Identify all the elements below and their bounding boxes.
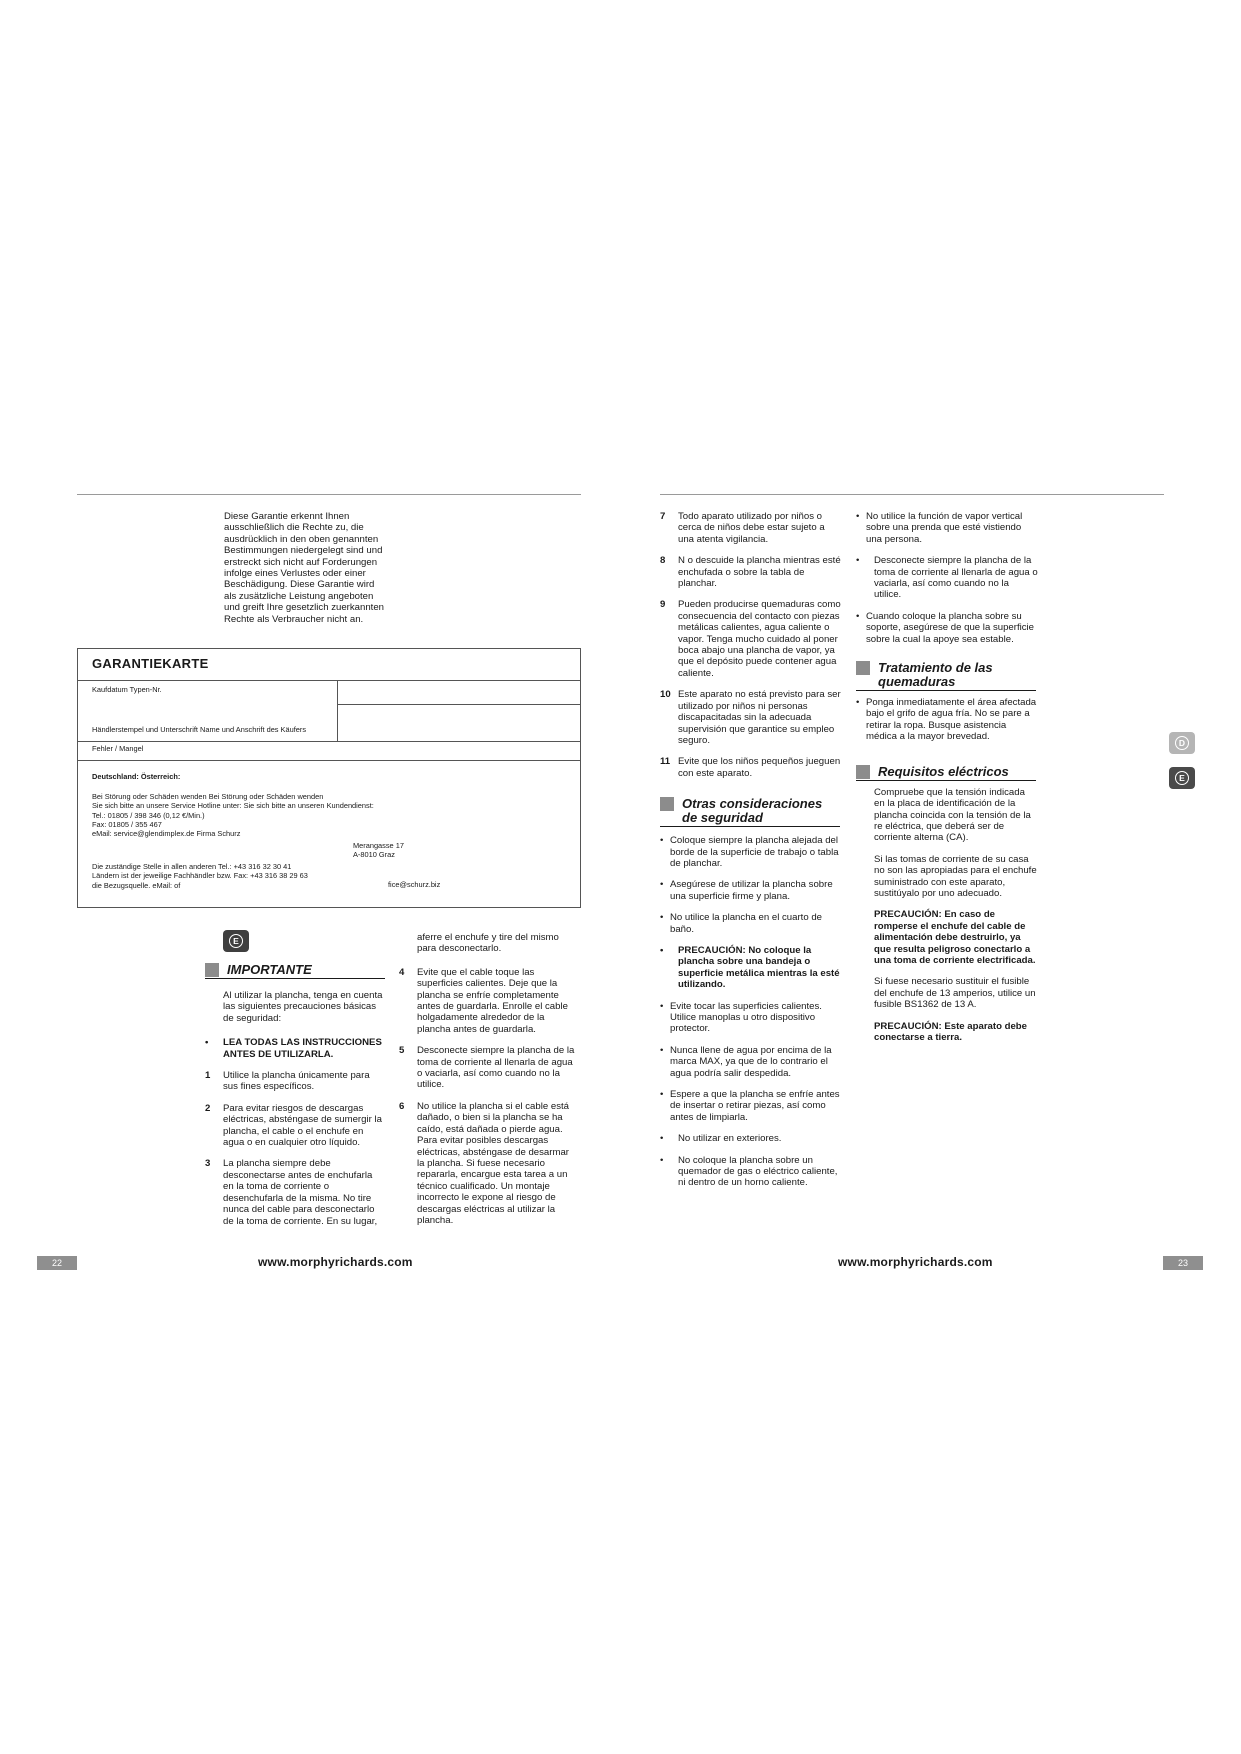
list-item: • Desconecte siempre la plancha de la toma de corriente al llenarla de agua o vaciarla, así como cuando no la utilice. — [856, 555, 1038, 601]
left-col2 — [399, 932, 579, 1236]
language-badge-e-right: E — [1169, 767, 1195, 789]
email-tail: fice@schurz.biz — [388, 880, 441, 889]
list-item: 4 Evite que el cable toque las superficies calientes. Deje que la plancha se enfríe completamente antes de guardarla. Enrolle el cable holgadamente alrededor de la plancha antes de guardarla. — [399, 966, 568, 1035]
list-item: 10 Este aparato no está previsto para ser utilizado por niños ni personas discapacitadas sin la adecuada supervisión que garantice su empleo seguro. — [660, 689, 841, 746]
list-item: 1 Utilice la plancha únicamente para sus fines específicos. — [205, 1070, 370, 1093]
burns-heading: Tratamiento de las quemaduras — [856, 661, 1036, 691]
guarantee-card — [77, 648, 581, 908]
list-item: 3 La plancha siempre debe desconectarse antes de enchufarla en la toma de corriente o desenchufarla de la misma. No tire nunca del cable para desconectarlo de la toma de corriente. En su lugar, — [205, 1158, 378, 1227]
list-item: 9 Pueden producirse quemaduras como consecuencia del contacto con piezas metálicas calientes, agua caliente o vapor. Tenga mucho cuidado al poner boca abajo una plancha de vapor, ya que el depósito puede contener agua caliente. — [660, 599, 841, 679]
list-item: • Nunca llene de agua por encima de la marca MAX, ya que de lo contrario el agua podría salir despedida. — [660, 1044, 832, 1079]
card-title: GARANTIEKARTE — [92, 656, 209, 671]
heading-square-icon — [856, 765, 870, 779]
left-top-rule — [77, 494, 581, 495]
language-badge-e-left: E — [223, 930, 249, 952]
item3-continuation: aferre el enchufe y tire del mismo para desconectarlo. — [417, 932, 559, 955]
contact-block: Bei Störung oder Schäden wenden Bei Störung oder Schäden wenden Sie sich bitte an unsere Service Hotline unter: Sie sich bitte an unseren Kundendienst: Tel.: 01805 / 398 346 (0,12 €/Min.) Fax: 01805 / 355 467 eMail: service@glendimplex.de Firma Schurz — [92, 792, 374, 839]
list-item: 6 No utilice la plancha si el cable está dañado, o bien si la plancha se ha caído, está dañada o pierde agua. Para evitar posibles descargas eléctricas, absténgase de desarmar la plancha. Si fuese necesario repararla, encargue esta tarea a un técnico cualificado. Un montaje incorrecto le expone al riesgo de descargas eléctricas al utilizar la plancha. — [399, 1100, 569, 1226]
elec-paragraph: Si las tomas de corriente de su casa no son las apropiadas para el enchufe suministrado con este aparato, sustitúyalo por uno adecuado. — [874, 853, 1037, 899]
list-item: 7 Todo aparato utilizado por niños o cerca de niños debe estar sujeto a una atenta vigilancia. — [660, 511, 825, 545]
list-item: • Ponga inmediatamente el área afectada bajo el grifo de agua fría. No se pare a retirar la ropa. Busque asistencia médica a la mayor brevedad. — [856, 697, 1037, 743]
website-right[interactable]: www.morphyrichards.com — [838, 1255, 993, 1269]
list-item: • No utilice la función de vapor vertical sobre una prenda que esté vistiendo una persona. — [856, 511, 1023, 545]
right-col1 — [660, 511, 842, 1199]
list-item: 2 Para evitar riesgos de descargas eléctricas, absténgase de sumergir la plancha, el cable o el enchufe en agua o en cualquier otro líquido. — [205, 1102, 382, 1149]
list-item: • Cuando coloque la plancha sobre su soporte, asegúrese de que la superficie sobre la cual la apoye sea estable. — [856, 610, 1034, 645]
list-item: • No utilice la plancha en el cuarto de baño. — [660, 912, 822, 935]
heading-square-icon — [856, 661, 870, 675]
list-item: • No coloque la plancha sobre un quemador de gas o eléctrico caliente, ni dentro de un horno caliente. — [660, 1154, 838, 1189]
elec-paragraph: Compruebe que la tensión indicada en la placa de identificación de la plancha coincida con la tensión de la re eléctrica, que deberá ser de corriente alterna (CA). — [874, 786, 1031, 844]
list-item: 5 Desconecte siempre la plancha de la toma de corriente al llenarla de agua o vaciarla, así como cuando no la utilice. — [399, 1045, 575, 1091]
heading-square-icon — [660, 797, 674, 811]
elec-caution: PRECAUCIÓN: Este aparato debe conectarse a tierra. — [874, 1020, 1027, 1043]
right-top-rule — [660, 494, 1164, 495]
contact-block-2: Die zuständige Stelle in allen anderen Tel.: +43 316 32 30 41 Ländern ist der jeweilige Fachhändler bzw. Fax: +43 316 38 29 63 die Bezugsquelle. eMail: of — [92, 862, 308, 890]
list-item: 11 Evite que los niños pequeños jueguen con este aparato. — [660, 756, 841, 779]
list-item: • Evite tocar las superficies calientes. Utilice manoplas u otro dispositivo protector. — [660, 1000, 822, 1035]
caution-tray: • PRECAUCIÓN: No coloque la plancha sobre una bandeja o superficie metálica mientras la esté utilizando. — [660, 944, 840, 991]
list-item: • No utilizar en exteriores. — [660, 1133, 782, 1145]
electrical-heading: Requisitos eléctricos — [856, 765, 1036, 781]
important-intro: Al utilizar la plancha, tenga en cuenta las siguientes precauciones básicas de seguridad: — [223, 990, 383, 1024]
website-left[interactable]: www.morphyrichards.com — [258, 1255, 413, 1269]
field-defect[interactable]: Fehler / Mangel — [92, 744, 144, 753]
list-item: • Coloque siempre la plancha alejada del borde de la superficie de trabajo o tabla de planchar. — [660, 835, 839, 869]
address-block: Merangasse 17 A-8010 Graz — [353, 841, 404, 860]
read-all-notice: • LEA TODAS LAS INSTRUCCIONES ANTES DE UTILIZARLA. — [205, 1037, 382, 1060]
guarantee-note: Diese Garantie erkennt Ihnen ausschließlich die Rechte zu, die ausdrücklich in den oben genannten Bestimmungen niedergelegt sind und erstreckt sich nicht auf Forderungen infolge eines Verlustes oder einer Beschädigung. Diese Garantie wird als zusätzliche Leistung angeboten und greift Ihre gesetzlich zuerkannten Rechte als Verbraucher nicht an. — [224, 511, 384, 625]
field-date-type[interactable]: Kaufdatum Typen-Nr. — [92, 685, 162, 694]
otras-heading: Otras consideraciones de seguridad — [660, 797, 840, 827]
list-item: • Espere a que la plancha se enfríe antes de insertar o retirar piezas, así como antes de limpiarla. — [660, 1089, 840, 1123]
page-number-right: 23 — [1163, 1256, 1203, 1270]
page-number-left: 22 — [37, 1256, 77, 1270]
right-col2 — [856, 511, 1038, 1053]
important-heading: IMPORTANTE — [205, 963, 385, 979]
region-heading: Deutschland: Österreich: — [92, 772, 181, 781]
left-col1 — [205, 990, 385, 1237]
list-item: 8 N o descuide la plancha mientras esté enchufada o sobre la tabla de planchar. — [660, 555, 841, 590]
heading-square-icon — [205, 963, 219, 977]
field-dealer-name[interactable]: Händlerstempel und Unterschrift Name und Anschrift des Käufers — [92, 725, 307, 734]
elec-caution: PRECAUCIÓN: En caso de romperse el enchufe del cable de alimentación debe destruirlo, ya que resulta peligroso conectarlo a una toma de corriente electrificada. — [874, 909, 1036, 966]
language-badge-d: D — [1169, 732, 1195, 754]
elec-paragraph: Si fuese necesario sustituir el fusible del enchufe de 13 amperios, utilice un fusible BS1362 de 13 A. — [874, 976, 1036, 1011]
list-item: • Asegúrese de utilizar la plancha sobre una superficie firme y plana. — [660, 879, 833, 902]
